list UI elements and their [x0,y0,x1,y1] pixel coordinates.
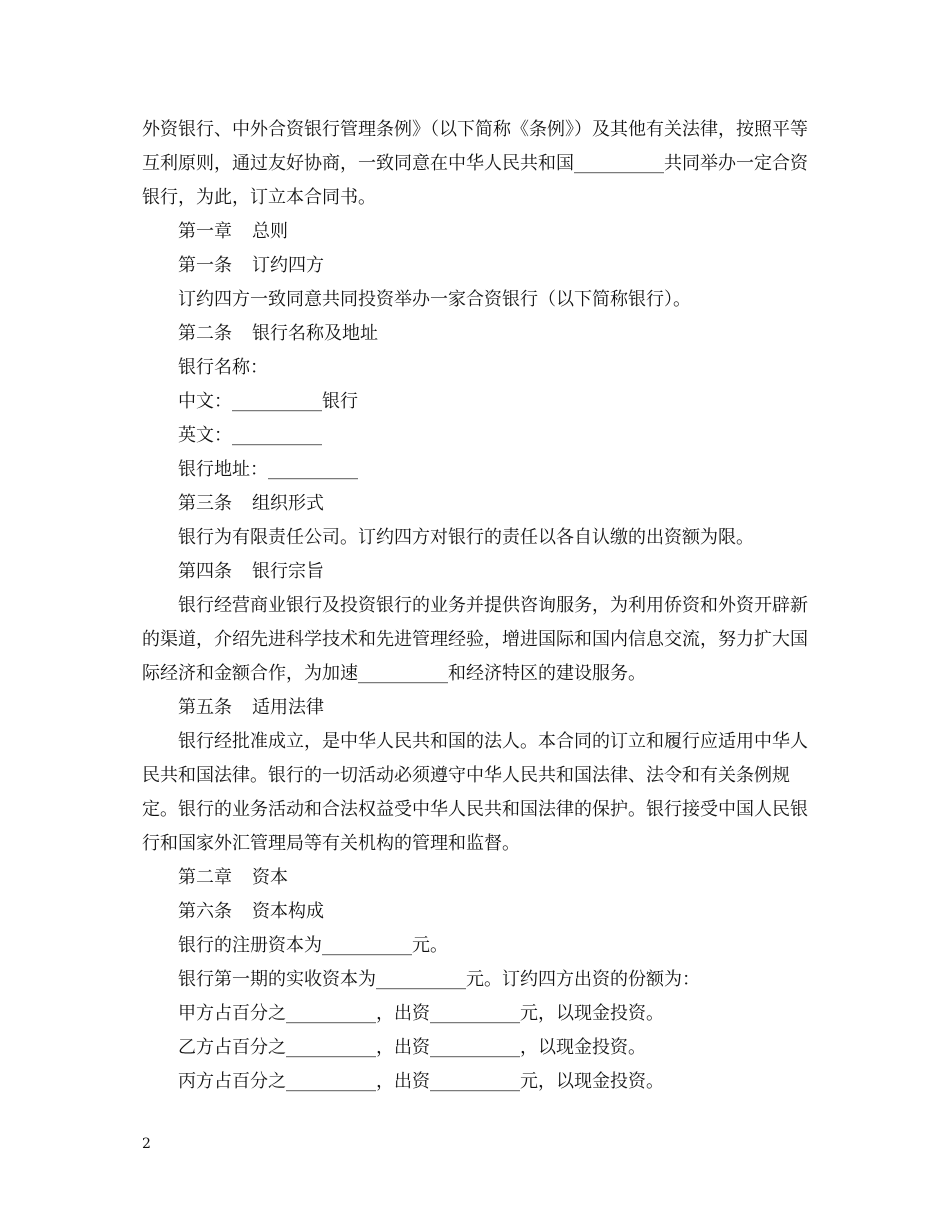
paragraph: 丙方占百分之__________，出资__________元，以现金投资。 [178,1071,664,1092]
paragraph: 英文：__________ [178,425,322,446]
heading-number: 第二章 [178,867,232,888]
paragraph: 银行经批准成立，是中华人民共和国的法人。本合同的订立和履行应适用中华人民共和国法律。银行的一切活动必须遵守中华人民共和国法律、法令和有关条例规定。银行的业务活动和合法权益受中华人民共和国法律的保护。银行接受中国人民银行和国家外汇管理局等有关机构的管理和监督。 [142,731,808,854]
paragraph: 银行的注册资本为__________元。 [178,935,448,956]
paragraph: 乙方占百分之__________，出资__________，以现金投资。 [178,1037,646,1058]
heading-title: 适用法律 [252,697,324,718]
article-heading-6 [142,895,812,929]
heading-number: 第六条 [178,901,232,922]
heading-title: 订约四方 [252,255,324,276]
heading-title: 资本 [252,867,288,888]
article-heading-1 [142,249,812,283]
article-heading-4 [142,555,812,589]
chapter-heading-2 [142,861,812,895]
page-number: 2 [142,1136,151,1152]
paragraph: 中文：__________银行 [178,391,358,412]
heading-number: 第三条 [178,493,232,514]
paragraph: 订约四方一致同意共同投资举办一家合资银行（以下简称银行）。 [178,289,691,310]
paragraph: 银行地址：__________ [178,459,358,480]
heading-number: 第一章 [178,221,232,242]
heading-title: 组织形式 [252,493,324,514]
paragraph: 银行名称： [178,357,268,378]
article-heading-2 [142,317,812,351]
paragraph: 银行第一期的实收资本为__________元。订约四方出资的份额为： [178,969,700,990]
heading-title: 银行宗旨 [252,561,324,582]
heading-number: 第五条 [178,697,232,718]
heading-number: 第一条 [178,255,232,276]
article-heading-3 [142,487,812,521]
heading-number: 第四条 [178,561,232,582]
chapter-heading-1 [142,215,812,249]
paragraph-intro: 外资银行、中外合资银行管理条例》（以下简称《条例》）及其他有关法律，按照平等互利原则，通过友好协商，一致同意在中华人民共和国__________共同举办一定合资银行，为此，订立本合同书。 [142,119,808,208]
article-heading-5 [142,691,812,725]
paragraph: 银行为有限责任公司。订约四方对银行的责任以各自认缴的出资额为限。 [178,527,754,548]
heading-number: 第二条 [178,323,232,344]
heading-title: 总则 [252,221,288,242]
heading-title: 资本构成 [252,901,324,922]
document-body [142,113,812,1099]
heading-title: 银行名称及地址 [252,323,378,344]
paragraph: 银行经营商业银行及投资银行的业务并提供咨询服务，为利用侨资和外资开辟新的渠道，介绍先进科学技术和先进管理经验，增进国际和国内信息交流，努力扩大国际经济和金额合作，为加速__________和经济特区的建设服务。 [142,595,808,684]
paragraph: 甲方占百分之__________，出资__________元，以现金投资。 [178,1003,664,1024]
